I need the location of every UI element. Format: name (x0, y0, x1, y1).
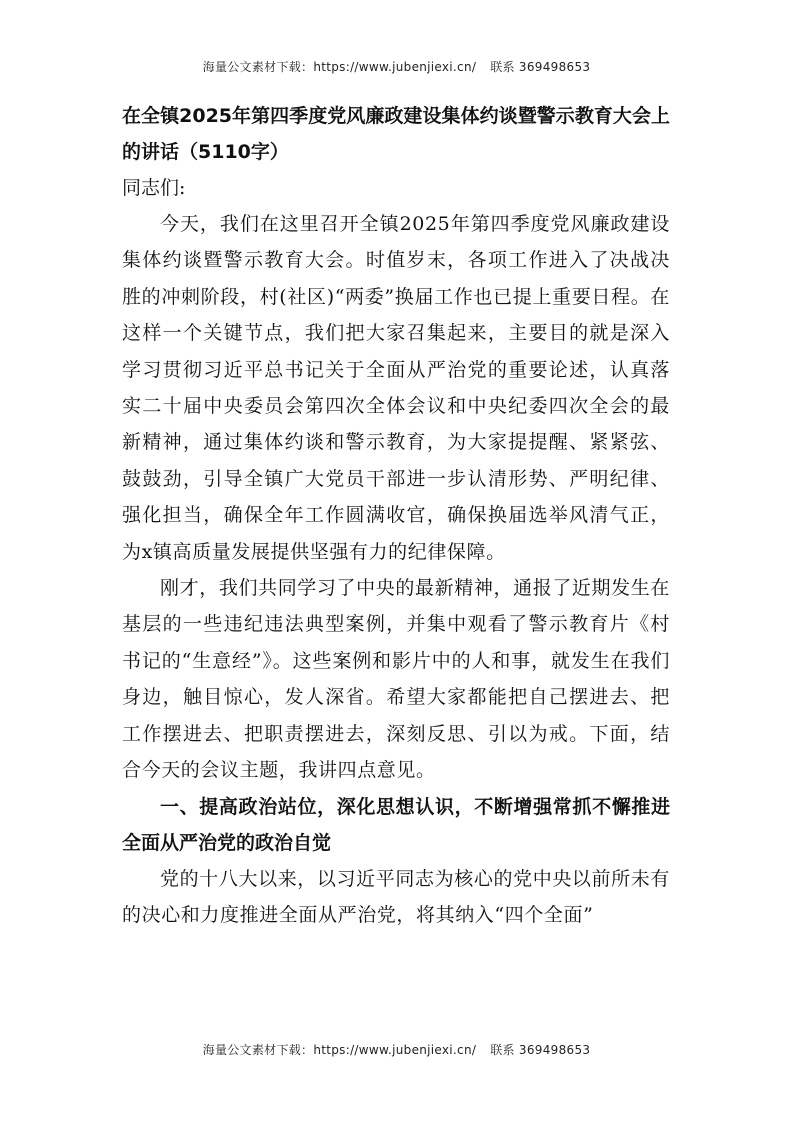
salutation: 同志们: (122, 177, 186, 199)
page-header (0, 58, 793, 75)
document-body (122, 98, 670, 933)
section-heading-1: 一、提高政治站位，深化思想认识，不断增强常抓不懈推进全面从严治党的政治自觉 (122, 795, 670, 854)
paragraph-intro: 今天，我们在这里召开全镇2025年第四季度党风廉政建设集体约谈暨警示教育大会。时值岁末，各项工作进入了决战决胜的冲刺阶段，村(社区)“两委”换届工作也已提上重要日程。在这样一个关键节点，我们把大家召集起来，主要目的就是深入学习贯彻习近平总书记关于全面从严治党的重要论述，认真落实二十届中央委员会第四次全体会议和中央纪委四次全会的最新精神，通过集体约谈和警示教育，为大家提提醒、紧紧弦、鼓鼓劲，引导全镇广大党员干部进一步认清形势、严明纪律、强化担当，确保全年工作圆满收官，确保换届选举风清气正，为x镇高质量发展提供坚强有力的纪律保障。 (122, 213, 670, 563)
header-download-text: 海量公文素材下载：https://www.jubenjiexi.cn/ (202, 60, 477, 74)
footer-contact-text: 联系 369498653 (490, 1043, 591, 1057)
footer-download-text: 海量公文素材下载：https://www.jubenjiexi.cn/ (202, 1043, 477, 1057)
page-footer (0, 1041, 793, 1058)
paragraph-section-1: 党的十八大以来，以习近平同志为核心的党中央以前所未有的决心和力度推进全面从严治党，将其纳入“四个全面” (122, 867, 670, 926)
document-title: 在全镇2025年第四季度党风廉政建设集体约谈暨警示教育大会上的讲话（5110字） (122, 105, 670, 163)
paragraph-review: 刚才，我们共同学习了中央的最新精神，通报了近期发生在基层的一些违纪违法典型案例，并集中观看了警示教育片《村书记的“生意经”》。这些案例和影片中的人和事，就发生在我们身边，触目惊心，发人深省。希望大家都能把自己摆进去、把工作摆进去、把职责摆进去，深刻反思、引以为戒。下面，结合今天的会议主题，我讲四点意见。 (122, 577, 670, 782)
header-contact-text: 联系 369498653 (490, 60, 591, 74)
